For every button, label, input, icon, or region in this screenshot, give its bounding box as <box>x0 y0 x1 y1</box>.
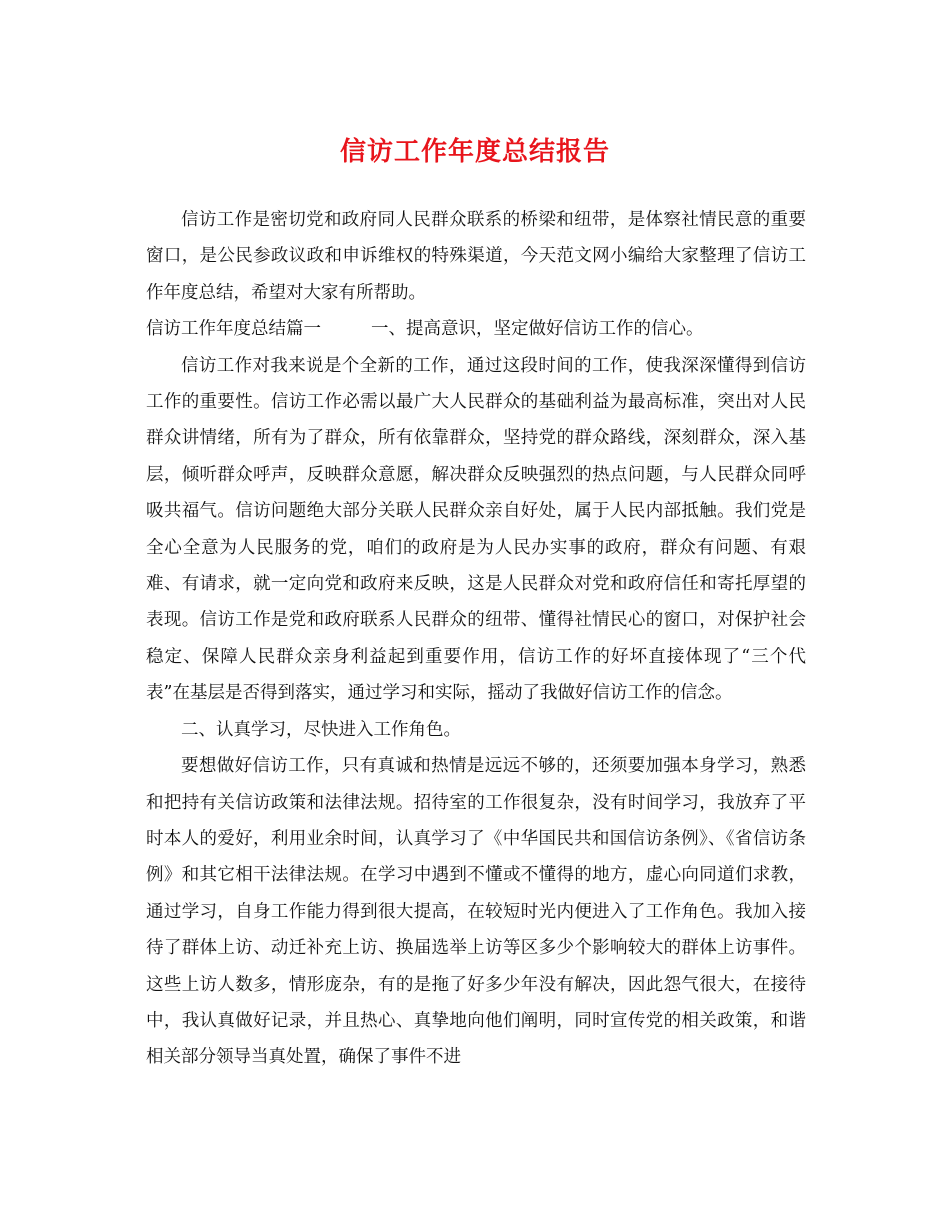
document-body <box>146 202 806 1076</box>
section1-paragraph: 信访工作对我来说是个全新的工作，通过这段时间的工作，使我深深懂得到信访工作的重要性。信访工作必需以最广大人民群众的基础利益为最高标准，突出对人民群众讲情绪，所有为了群众，所有依靠群众，坚持党的群众路线，深刻群众，深入基层，倾听群众呼声，反映群众意愿，解决群众反映强烈的热点问题，与人民群众同呼吸共福气。信访问题绝大部分关联人民群众亲自好处，属于人民内部抵触。我们党是全心全意为人民服务的党，咱们的政府是为人民办实事的政府，群众有问题、有艰难、有请求，就一定向党和政府来反映，这是人民群众对党和政府信任和寄托厚望的表现。信访工作是党和政府联系人民群众的纽带、懂得社情民心的窗口，对保护社会稳定、保障人民群众亲身利益起到重要作用，信访工作的好坏直接体现了“三个代表”在基层是否得到落实，通过学习和实际，摇动了我做好信访工作的信念。 <box>146 355 806 704</box>
document-title: 信访工作年度总结报告 <box>339 137 610 167</box>
article-subheading-line <box>146 311 806 347</box>
section2-paragraph: 要想做好信访工作，只有真诚和热情是远远不够的，还须要加强本身学习，熟悉和把持有关信访政策和法律法规。招待室的工作很复杂，没有时间学习，我放弃了平时本人的爱好，利用业余时间，认真学习了《中华国民共和国信访条例》、《省信访条例》和其它相干法律法规。在学习中遇到不懂或不懂得的地方，虚心向同道们求教，通过学习，自身工作能力得到很大提高，在较短时光内便进入了工作角色。我加入接待了群体上访、动迁补充上访、换届选举上访等区多少个影响较大的群体上访事件。这些上访人数多，情形庞杂，有的是拖了好多少年没有解决，因此怨气很大，在接待中，我认真做好记录，并且热心、真挚地向他们阐明，同时宣传党的相关政策，和谐相关部分领导当真处置，确保了事件不进 <box>146 756 806 1068</box>
section1-heading: 一、提高意识，坚定做好信访工作的信心。 <box>371 319 704 340</box>
intro-paragraph: 信访工作是密切党和政府同人民群众联系的桥梁和纽带，是体察社情民意的重要窗口，是公民参政议政和申诉维权的特殊渠道，今天范文网小编给大家整理了信访工作年度总结，希望对大家有所帮助。 <box>146 210 806 303</box>
section2-heading: 二、认真学习，尽快进入工作角色。 <box>181 719 461 740</box>
article-label: 信访工作年度总结篇一 <box>146 319 321 340</box>
